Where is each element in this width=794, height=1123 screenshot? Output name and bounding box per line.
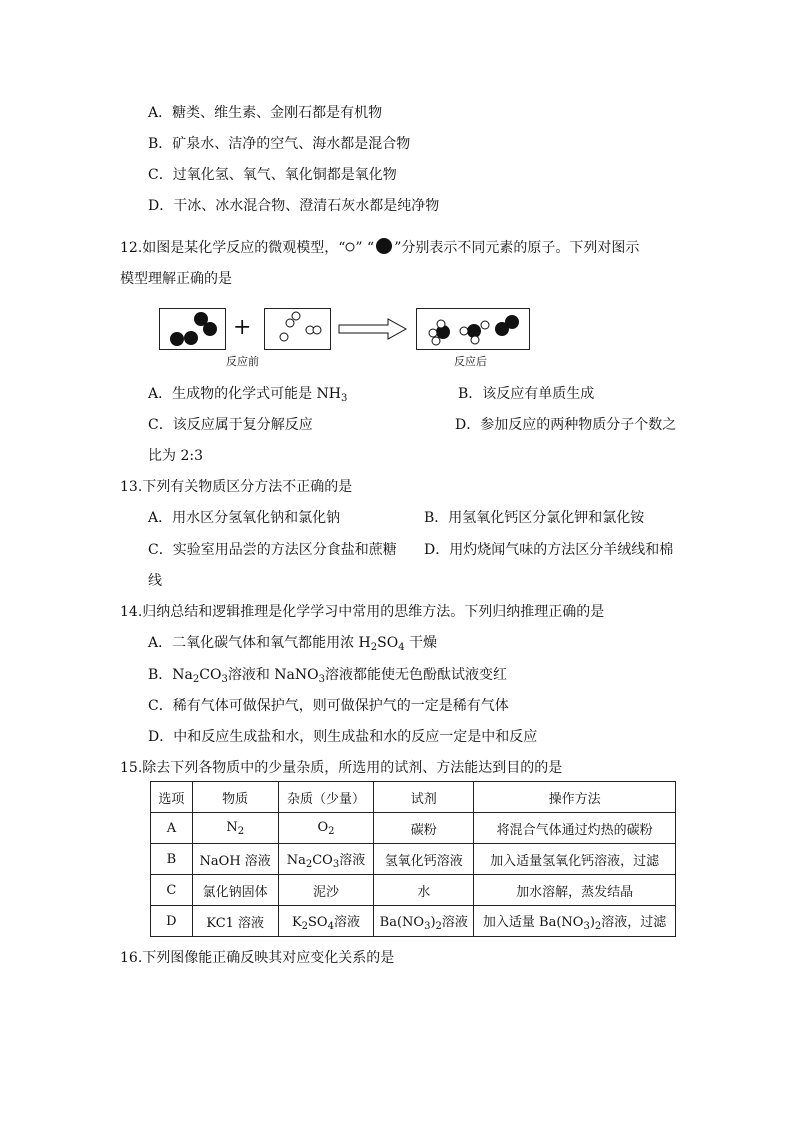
q13-option-c: C．实验室用品尝的方法区分食盐和蔗糖 (148, 542, 397, 558)
q12-option-d: D．参加反应的两种物质分子个数之 (455, 417, 677, 433)
q12-stem-line2: 模型理解正确的是 (120, 271, 232, 287)
q14-stem: 14.归纳总结和逻辑推理是化学学习中常用的思维方法。下列归纳推理正确的是 (120, 604, 605, 620)
table-header: 试剂 (374, 782, 474, 813)
reactant-molecules-black (160, 309, 225, 349)
table-cell: 加入适量氢氧化钙溶液，过滤 (474, 844, 676, 875)
table-header: 物质 (192, 782, 278, 813)
white-atom-icon (345, 241, 355, 253)
q13-option-a: A．用水区分氢氧化钠和氯化钠 (148, 510, 341, 526)
q14-option-a: A．二氧化碳气体和氧气都能用浓 $H_2SO_4$ 干燥 (148, 635, 438, 653)
after-label: 反应后 (454, 355, 487, 368)
q11-option-b: B．矿泉水、洁净的空气、海水都是混合物 (148, 136, 411, 152)
table-cell: $K_2SO_4$溶液 (278, 906, 374, 937)
q14-option-d: D．中和反应生成盐和水，则生成盐和水的反应一定是中和反应 (148, 729, 538, 745)
table-row (151, 813, 676, 844)
table-cell: 水 (374, 875, 474, 906)
table-cell: 将混合气体通过灼热的碳粉 (474, 813, 676, 844)
table-header: 操作方法 (474, 782, 676, 813)
q14-option-c: C．稀有气体可做保护气，则可做保护气的一定是稀有气体 (148, 698, 509, 714)
table-cell: 碳粉 (374, 813, 474, 844)
before-label: 反应前 (226, 355, 259, 368)
table-cell: 氢氧化钙溶液 (374, 844, 474, 875)
table-cell: NaOH 溶液 (192, 844, 278, 875)
table-row (151, 906, 676, 937)
reaction-before-box-2 (264, 308, 331, 350)
table-cell: 泥沙 (278, 875, 374, 906)
q16-stem: 16.下列图像能正确反映其对应变化关系的是 (120, 950, 395, 966)
q12-stem: 12.如图是某化学反应的微观模型，“ ” “ ”分别表示不同元素的原子。下列对图示 (120, 236, 639, 257)
table-cell: 加入适量 $Ba(NO_3)_2$溶液，过滤 (474, 906, 676, 937)
table-cell: A (151, 813, 193, 844)
q14-option-b: B．$Na_2CO_3$溶液和 NaNO$_3$溶液都能使无色酚酞试液变红 (148, 667, 507, 685)
table-cell: 氯化钠固体 (192, 875, 278, 906)
table-cell: $Na_2CO_3$溶液 (278, 844, 374, 875)
q12-option-b: B．该反应有单质生成 (458, 386, 595, 402)
q12-option-d-continued: 比为 2:3 (148, 448, 203, 464)
q11-option-a: A．糖类、维生素、金刚石都是有机物 (148, 105, 383, 121)
q13-stem: 13.下列有关物质区分方法不正确的是 (120, 479, 353, 495)
q15-table (150, 781, 676, 937)
q13-option-d: D．用灼烧闻气味的方法区分羊绒线和棉 (424, 542, 674, 558)
reaction-after-box (416, 308, 530, 350)
q13-option-b: B．用氢氧化钙区分氯化钾和氯化铵 (424, 510, 645, 526)
table-row (151, 875, 676, 906)
q13-option-d-continued: 线 (148, 573, 162, 589)
table-cell: $N_2$ (192, 813, 278, 844)
table-cell: KC1 溶液 (192, 906, 278, 937)
table-cell: $O_2$ (278, 813, 374, 844)
q12-option-c: C．该反应属于复分解反应 (148, 417, 313, 433)
plus-sign: + (233, 315, 252, 340)
table-header: 杂质（少量） (278, 782, 374, 813)
q15-stem: 15.除去下列各物质中的少量杂质，所选用的试剂、方法能达到目的的是 (120, 760, 563, 776)
reactant-molecules-white (265, 309, 330, 349)
q12-option-a: A．生成物的化学式可能是 $NH_3$ (148, 386, 348, 404)
table-cell: $Ba(NO_3)_2$溶液 (374, 906, 474, 937)
product-molecules (417, 309, 529, 349)
table-cell: B (151, 844, 193, 875)
reaction-before-box-1 (159, 308, 226, 350)
table-header: 选项 (151, 782, 193, 813)
black-atom-icon (374, 236, 394, 256)
table-cell: 加水溶解，蒸发结晶 (474, 875, 676, 906)
q11-option-d: D．干冰、冰水混合物、澄清石灰水都是纯净物 (148, 198, 440, 214)
q11-option-c: C．过氧化氢、氧气、氧化铜都是氧化物 (148, 167, 397, 183)
table-cell: D (151, 906, 193, 937)
table-header-row (151, 782, 676, 813)
table-cell: C (151, 875, 193, 906)
table-row (151, 844, 676, 875)
reaction-arrow-icon (338, 318, 408, 340)
